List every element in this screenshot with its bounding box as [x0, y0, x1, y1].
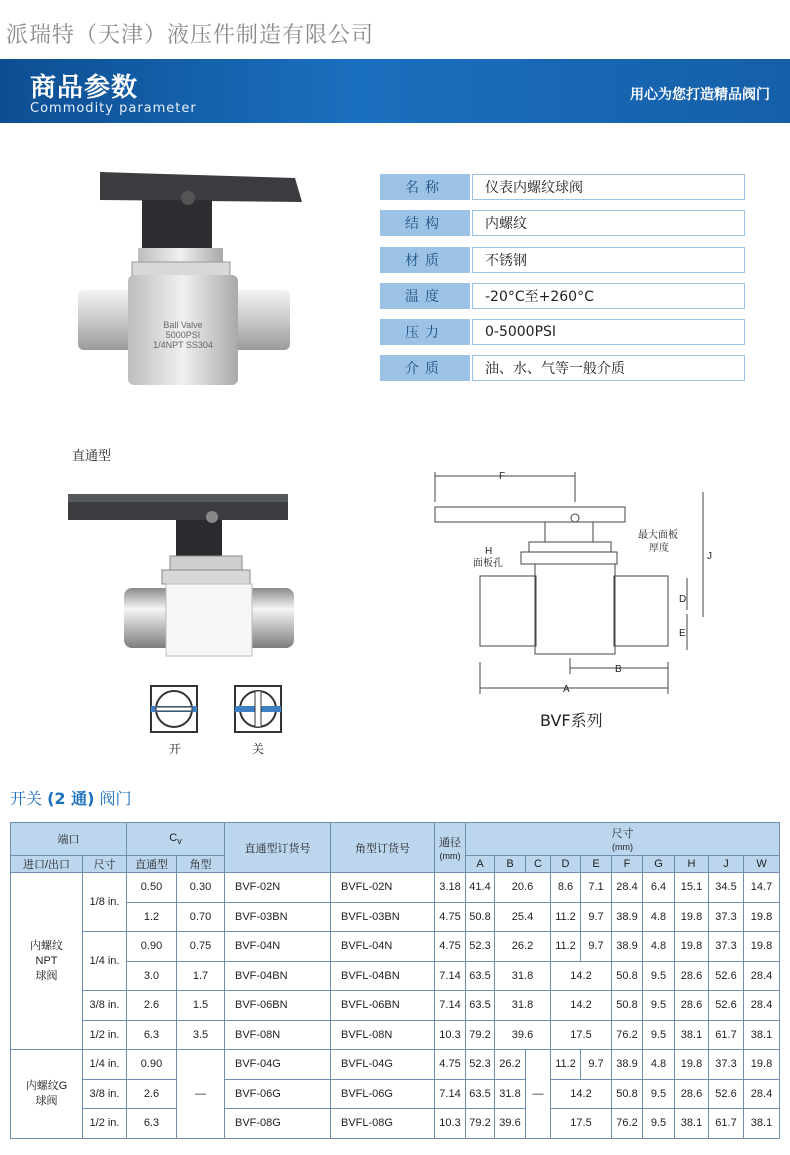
dim-g: 9.5	[643, 991, 675, 1021]
size-cell: 1/4 in.	[83, 1050, 127, 1080]
table-row	[11, 1020, 780, 1050]
dim-bc: 25.4	[495, 902, 551, 932]
dim-g: 9.5	[643, 1020, 675, 1050]
bore: 7.14	[435, 991, 466, 1021]
dim-g: 4.8	[643, 932, 675, 962]
param-key: 材质	[380, 247, 470, 273]
dim-bc: 20.6	[495, 873, 551, 903]
size-cell: 3/8 in.	[83, 991, 127, 1021]
dim-w: 28.4	[744, 1079, 780, 1109]
dim-e: 9.7	[581, 902, 612, 932]
dim-d: 11.2	[551, 1050, 581, 1080]
param-key: 压力	[380, 319, 470, 345]
cv-straight: 0.50	[127, 873, 177, 903]
dim-de: 14.2	[551, 991, 612, 1021]
dim-c-dash: —	[526, 1050, 551, 1139]
dim-j: 37.3	[709, 1050, 744, 1080]
param-row-material	[380, 247, 745, 273]
cv-angle: 0.75	[177, 932, 225, 962]
dim-a: 50.8	[466, 902, 495, 932]
dim-f: 76.2	[612, 1020, 643, 1050]
header-port: 端口	[11, 823, 127, 856]
dim-label-h: H	[485, 546, 493, 557]
series-label: BVF系列	[540, 711, 603, 730]
angle-order: BVFL-08N	[331, 1020, 435, 1050]
header-straight-order: 直通型订货号	[225, 823, 331, 873]
dim-g: 9.5	[643, 961, 675, 991]
header-cv-straight: 直通型	[127, 856, 177, 873]
header-angle-order: 角型订货号	[331, 823, 435, 873]
straight-valve-illustration	[66, 480, 306, 660]
header-c: C	[526, 856, 551, 873]
dim-w: 19.8	[744, 1050, 780, 1080]
param-value: 内螺纹	[472, 210, 745, 236]
param-row-structure	[380, 210, 745, 236]
dim-h: 19.8	[675, 932, 709, 962]
header-g: G	[643, 856, 675, 873]
cv-straight: 3.0	[127, 961, 177, 991]
header-dims: 尺寸 (mm)	[466, 823, 780, 856]
header-h: H	[675, 856, 709, 873]
param-key: 结构	[380, 210, 470, 236]
straight-order: BVF-04BN	[225, 961, 331, 991]
header-d: D	[551, 856, 581, 873]
close-position-icon	[234, 685, 282, 733]
dim-g: 9.5	[643, 1109, 675, 1139]
size-cell: 1/8 in.	[83, 873, 127, 932]
param-value: 0-5000PSI	[472, 319, 745, 345]
dim-w: 19.8	[744, 932, 780, 962]
dim-b: 39.6	[495, 1109, 526, 1139]
dim-a: 52.3	[466, 932, 495, 962]
header-inout: 进口/出口	[11, 856, 83, 873]
cv-angle: 0.70	[177, 902, 225, 932]
straight-type-label: 直通型	[72, 449, 112, 464]
dim-label-j: J	[707, 551, 712, 562]
bore: 3.18	[435, 873, 466, 903]
dim-f: 38.9	[612, 932, 643, 962]
dim-w: 28.4	[744, 991, 780, 1021]
dim-de: 17.5	[551, 1020, 612, 1050]
straight-order: BVF-04G	[225, 1050, 331, 1080]
cv-straight: 2.6	[127, 1079, 177, 1109]
dim-de: 14.2	[551, 961, 612, 991]
param-key: 温度	[380, 283, 470, 309]
dim-g: 9.5	[643, 1079, 675, 1109]
straight-order: BVF-08G	[225, 1109, 331, 1139]
cv-angle-dash: —	[177, 1050, 225, 1139]
bore: 4.75	[435, 902, 466, 932]
dim-label-max-panel: 最大面板	[638, 530, 678, 541]
dim-f: 50.8	[612, 961, 643, 991]
open-label: 开	[169, 742, 182, 756]
dim-h: 19.8	[675, 902, 709, 932]
dim-j: 61.7	[709, 1109, 744, 1139]
header-e: E	[581, 856, 612, 873]
bore: 4.75	[435, 1050, 466, 1080]
dim-j: 37.3	[709, 902, 744, 932]
dim-e: 9.7	[581, 1050, 612, 1080]
header-w: W	[744, 856, 780, 873]
dim-h: 15.1	[675, 873, 709, 903]
photo-text-1: Ball Valve	[163, 320, 203, 330]
cv-angle: 1.7	[177, 961, 225, 991]
straight-order: BVF-08N	[225, 1020, 331, 1050]
dim-g: 4.8	[643, 902, 675, 932]
size-cell: 1/2 in.	[83, 1020, 127, 1050]
table-row	[11, 932, 780, 962]
straight-order: BVF-02N	[225, 873, 331, 903]
group-g: 内螺纹G 球阀	[11, 1050, 83, 1139]
bore: 7.14	[435, 961, 466, 991]
dim-a: 63.5	[466, 991, 495, 1021]
angle-order: BVFL-04BN	[331, 961, 435, 991]
dim-j: 37.3	[709, 932, 744, 962]
dim-bc: 26.2	[495, 932, 551, 962]
table-row	[11, 1109, 780, 1139]
dim-a: 63.5	[466, 961, 495, 991]
group-npt: 内螺纹 NPT 球阀	[11, 873, 83, 1050]
header-f: F	[612, 856, 643, 873]
dim-bc: 39.6	[495, 1020, 551, 1050]
dim-w: 38.1	[744, 1109, 780, 1139]
dim-h: 28.6	[675, 991, 709, 1021]
dim-j: 61.7	[709, 1020, 744, 1050]
dim-d: 8.6	[551, 873, 581, 903]
photo-text-3: 1/4NPT SS304	[153, 340, 213, 350]
cv-straight: 6.3	[127, 1020, 177, 1050]
table-row	[11, 1079, 780, 1109]
dim-j: 52.6	[709, 1079, 744, 1109]
angle-order: BVFL-03BN	[331, 902, 435, 932]
header-b: B	[495, 856, 526, 873]
close-label: 关	[252, 742, 265, 756]
dim-f: 50.8	[612, 1079, 643, 1109]
header-cv-angle: 角型	[177, 856, 225, 873]
table-row	[11, 873, 780, 903]
header-cv: $C_v$	[127, 823, 225, 856]
header-a: A	[466, 856, 495, 873]
dim-d: 11.2	[551, 932, 581, 962]
param-row-pressure	[380, 319, 745, 345]
dim-w: 19.8	[744, 902, 780, 932]
angle-order: BVFL-04G	[331, 1050, 435, 1080]
dim-a: 41.4	[466, 873, 495, 903]
straight-order: BVF-06G	[225, 1079, 331, 1109]
cv-straight: 2.6	[127, 991, 177, 1021]
dim-label-b: B	[615, 664, 622, 675]
dim-label-e: E	[679, 628, 686, 639]
straight-order: BVF-03BN	[225, 902, 331, 932]
section-title-suffix: 阀门	[94, 789, 132, 808]
angle-order: BVFL-06BN	[331, 991, 435, 1021]
cv-straight: 1.2	[127, 902, 177, 932]
table-row	[11, 902, 780, 932]
dim-g: 4.8	[643, 1050, 675, 1080]
dim-a: 63.5	[466, 1079, 495, 1109]
section-title	[10, 786, 132, 809]
dim-f: 38.9	[612, 1050, 643, 1080]
header-bore: 通径 (mm)	[435, 823, 466, 873]
dim-h: 19.8	[675, 1050, 709, 1080]
dim-b: 31.8	[495, 1079, 526, 1109]
dim-bc: 31.8	[495, 961, 551, 991]
dim-d: 11.2	[551, 902, 581, 932]
dim-w: 14.7	[744, 873, 780, 903]
dim-b: 26.2	[495, 1050, 526, 1080]
section-title-prefix: 开关	[10, 789, 48, 808]
dim-label-a: A	[563, 684, 570, 695]
angle-order: BVFL-06G	[331, 1079, 435, 1109]
dimension-drawing	[425, 462, 725, 702]
dim-a: 79.2	[466, 1109, 495, 1139]
dim-h: 28.6	[675, 961, 709, 991]
cv-angle: 0.30	[177, 873, 225, 903]
bore: 7.14	[435, 1079, 466, 1109]
cv-straight: 0.90	[127, 932, 177, 962]
param-key: 名称	[380, 174, 470, 200]
dim-f: 50.8	[612, 991, 643, 1021]
dim-e: 9.7	[581, 932, 612, 962]
dim-label-panel-hole: 面板孔	[473, 558, 503, 569]
bore: 4.75	[435, 932, 466, 962]
banner-title: 商品参数	[30, 73, 139, 103]
angle-order: BVFL-08G	[331, 1109, 435, 1139]
table-row	[11, 991, 780, 1021]
cv-straight: 0.90	[127, 1050, 177, 1080]
straight-order: BVF-04N	[225, 932, 331, 962]
param-value: 不锈钢	[472, 247, 745, 273]
table-row	[11, 961, 780, 991]
dim-de: 17.5	[551, 1109, 612, 1139]
straight-order: BVF-06BN	[225, 991, 331, 1021]
dim-a: 52.3	[466, 1050, 495, 1080]
dim-h: 28.6	[675, 1079, 709, 1109]
param-value: 油、水、气等一般介质	[472, 355, 745, 381]
dim-f: 28.4	[612, 873, 643, 903]
section-title-bold: (2 通)	[47, 789, 95, 808]
dim-label-thickness: 厚度	[649, 543, 669, 554]
dim-f: 76.2	[612, 1109, 643, 1139]
dim-h: 38.1	[675, 1109, 709, 1139]
dim-de: 14.2	[551, 1079, 612, 1109]
dim-g: 6.4	[643, 873, 675, 903]
table-row	[11, 1050, 780, 1080]
dim-h: 38.1	[675, 1020, 709, 1050]
open-position-icon	[150, 685, 198, 733]
ball-valve-photo	[70, 160, 330, 390]
param-row-temperature	[380, 283, 745, 309]
header-size: 尺寸	[83, 856, 127, 873]
bore: 10.3	[435, 1020, 466, 1050]
dim-f: 38.9	[612, 902, 643, 932]
spec-table	[10, 822, 780, 1139]
angle-order: BVFL-04N	[331, 932, 435, 962]
param-key: 介质	[380, 355, 470, 381]
bore: 10.3	[435, 1109, 466, 1139]
param-value: 仪表内螺纹球阀	[472, 174, 745, 200]
dim-j: 52.6	[709, 961, 744, 991]
dim-j: 52.6	[709, 991, 744, 1021]
dim-label-f: F	[499, 471, 506, 482]
dim-w: 28.4	[744, 961, 780, 991]
banner-slogan: 用心为您打造精品阀门	[630, 87, 770, 103]
param-value: -20°C至+260°C	[472, 283, 745, 309]
company-name: 派瑞特（天津）液压件制造有限公司	[6, 23, 375, 48]
cv-angle: 1.5	[177, 991, 225, 1021]
dim-label-d: D	[679, 594, 687, 605]
dim-a: 79.2	[466, 1020, 495, 1050]
header-j: J	[709, 856, 744, 873]
param-row-medium	[380, 355, 745, 381]
angle-order: BVFL-02N	[331, 873, 435, 903]
banner-subtitle: Commodity parameter	[30, 101, 197, 116]
size-cell: 1/4 in.	[83, 932, 127, 991]
dim-w: 38.1	[744, 1020, 780, 1050]
size-cell: 3/8 in.	[83, 1079, 127, 1109]
photo-text-2: 5000PSI	[165, 330, 201, 340]
dim-bc: 31.8	[495, 991, 551, 1021]
dim-e: 7.1	[581, 873, 612, 903]
param-row-name	[380, 174, 745, 200]
dim-j: 34.5	[709, 873, 744, 903]
section-banner	[0, 59, 790, 123]
cv-straight: 6.3	[127, 1109, 177, 1139]
cv-angle: 3.5	[177, 1020, 225, 1050]
size-cell: 1/2 in.	[83, 1109, 127, 1139]
